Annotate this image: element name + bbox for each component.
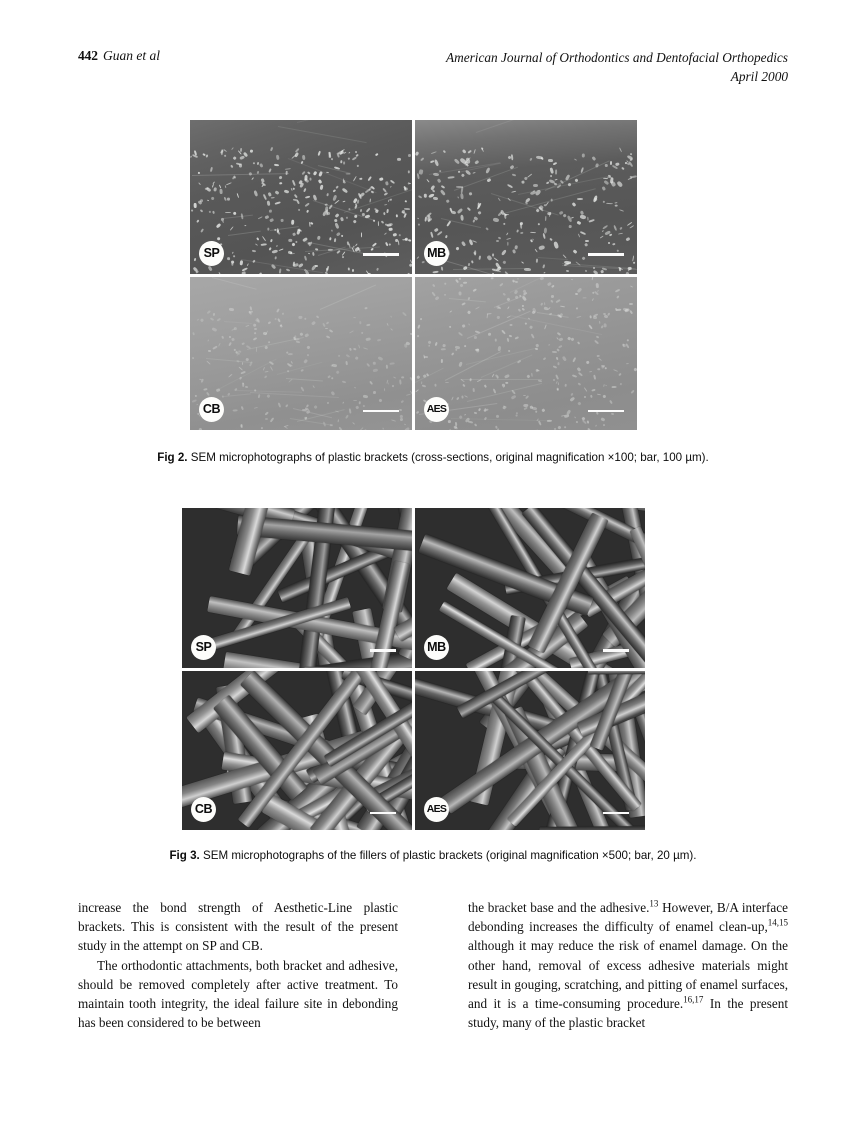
figure-2-panel-aes — [415, 277, 637, 431]
scale-bar — [603, 812, 629, 815]
reference-marker: 16,17 — [683, 994, 704, 1005]
scale-bar — [588, 410, 624, 413]
scale-bar — [603, 649, 629, 652]
reference-marker: 14,15 — [767, 917, 788, 928]
figure-2-caption-text: SEM microphotographs of plastic brackets (cross-sections, original magnification ×100; bar, 100 µm). — [190, 451, 709, 464]
body-left-column — [78, 898, 398, 1032]
issue-date: April 2000 — [730, 69, 788, 85]
figure-3-panel-mb — [415, 508, 645, 668]
figure-3-caption — [78, 848, 788, 863]
text-segment: the bracket base and the adhesive. — [468, 900, 650, 915]
figure-2-panel-cb — [190, 277, 412, 431]
running-head-authors: Guan et al — [102, 48, 160, 63]
figure-2-caption-lead: Fig 2. — [157, 451, 188, 464]
paragraph — [468, 898, 788, 1032]
figure-3-panel-cb — [182, 671, 412, 831]
panel-label-aes: AES — [424, 397, 449, 422]
panel-label-aes: AES — [424, 797, 449, 822]
panel-label-mb: MB — [424, 635, 449, 660]
panel-label-sp: SP — [191, 635, 216, 660]
scale-bar — [370, 649, 396, 652]
journal-title: American Journal of Orthodontics and Dentofacial Orthopedics — [446, 50, 788, 65]
scale-bar — [370, 812, 396, 815]
figure-3-panel-aes — [415, 671, 645, 831]
scale-bar — [588, 253, 624, 256]
figure-3-caption-lead: Fig 3. — [169, 849, 200, 862]
page-folio: 442 — [78, 48, 98, 63]
sem-filler-mb — [415, 508, 645, 668]
sem-filler-aes — [415, 671, 645, 831]
reference-marker: 13 — [649, 898, 659, 909]
panel-label-sp: SP — [199, 241, 224, 266]
running-head — [78, 48, 788, 87]
figure-2-panel-grid — [190, 120, 637, 430]
figure-3-panel-grid — [182, 508, 645, 830]
figure-3-image — [182, 508, 645, 830]
running-head-left — [78, 48, 160, 64]
paragraph: The orthodontic attachments, both bracket and adhesive, should be removed completely after active treatment. To maintain tooth integrity, the ideal failure site in debonding has been considered to be between — [78, 957, 398, 1031]
panel-label-cb: CB — [191, 797, 216, 822]
figure-3-caption-text: SEM microphotographs of the fillers of plastic brackets (original magnification ×500; bar, 20 µm). — [202, 849, 697, 862]
text-segment: In the present study, many of the plastic bracket — [468, 996, 788, 1031]
text-segment: although it may reduce the risk of enamel damage. On the other hand, removal of excess adhesive materials might result in gouging, scratching, and pitting of enamel surfaces, and it is a time-consuming procedure. — [468, 938, 788, 1012]
running-head-right — [446, 48, 788, 87]
sem-filler-cb — [182, 671, 412, 831]
paragraph: increase the bond strength of Aesthetic-Line plastic brackets. This is consistent with the result of the present study in the attempt on SP and CB. — [78, 900, 398, 954]
panel-label-mb: MB — [424, 241, 449, 266]
scale-bar — [363, 410, 399, 413]
scale-bar — [363, 253, 399, 256]
body-right-column — [468, 898, 788, 1032]
body-text — [78, 898, 788, 1032]
sem-filler-sp — [182, 508, 412, 668]
figure-2-caption — [78, 450, 788, 465]
figure-2-image — [190, 120, 637, 430]
figure-2-panel-sp — [190, 120, 412, 274]
figure-2-panel-mb — [415, 120, 637, 274]
text-segment: However, B/A interface debonding increases the difficulty of enamel clean-up, — [468, 900, 788, 935]
figure-3-panel-sp — [182, 508, 412, 668]
panel-label-cb: CB — [199, 397, 224, 422]
